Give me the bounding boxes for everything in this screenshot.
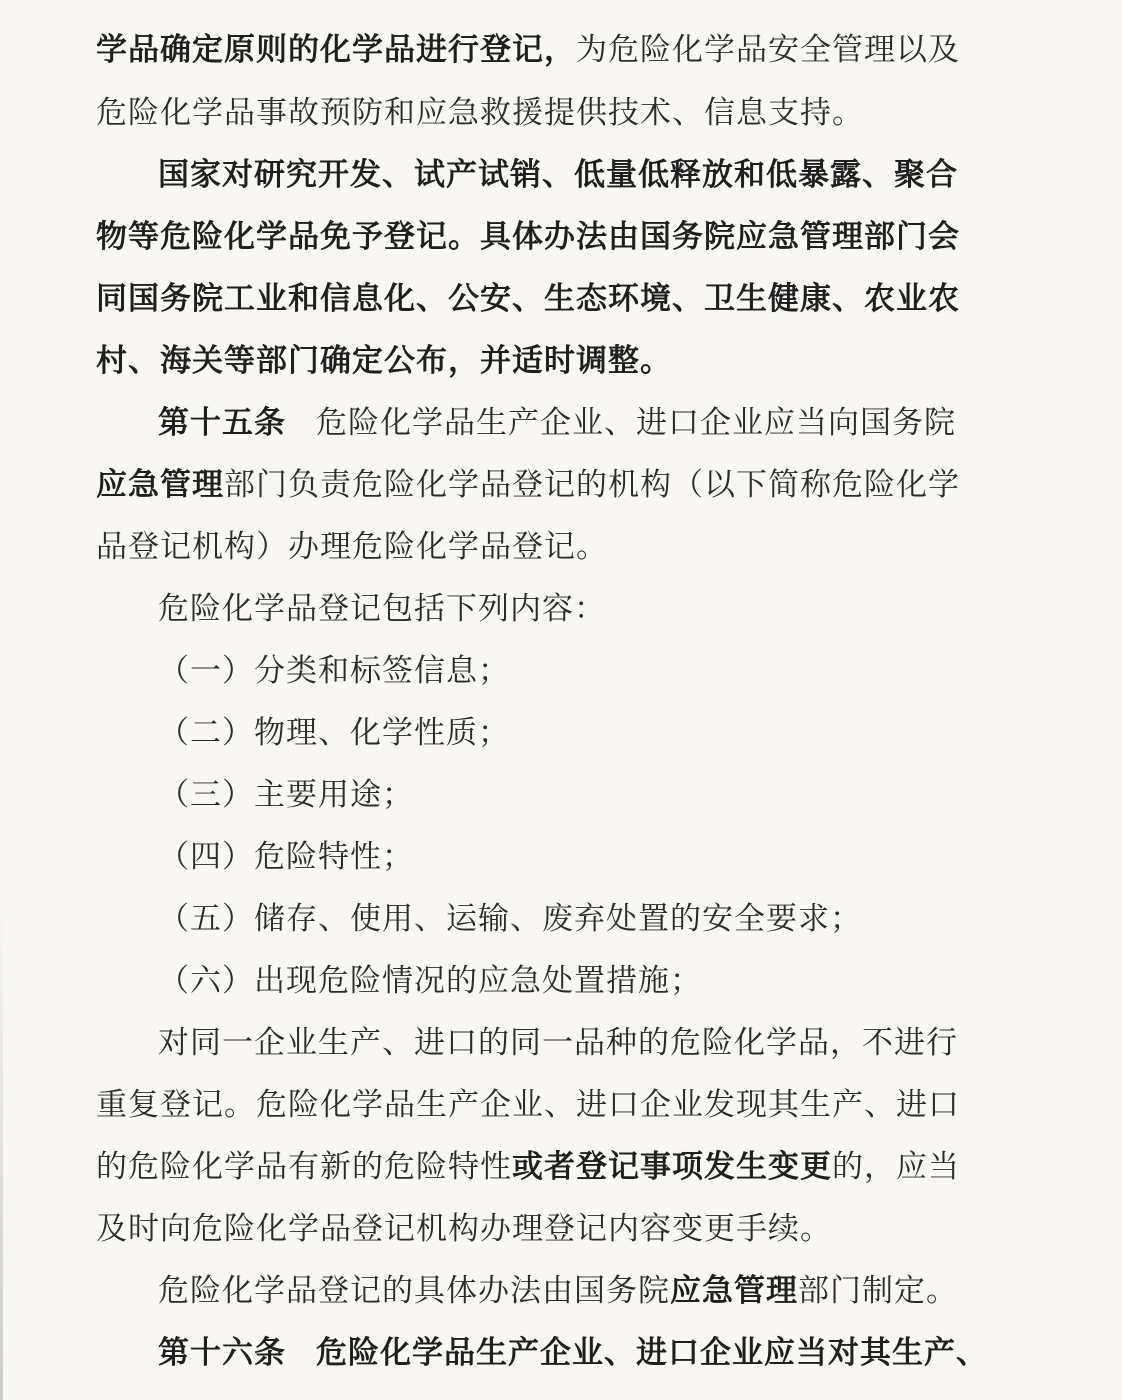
text-line bbox=[96, 89, 864, 137]
text-segment: 部门负责危险化学品登记的机构（以下简称危险化学 bbox=[224, 467, 960, 503]
text-line bbox=[158, 585, 606, 633]
text-segment: 对同一企业生产、进口的同一品种的危险化学品，不进行 bbox=[158, 1025, 958, 1061]
list-item-text: （五）储存、使用、运输、废弃处置的安全要求； bbox=[158, 901, 862, 937]
text-bold-segment: 应急管理 bbox=[96, 467, 224, 503]
text-bold-segment: 或者登记事项发生变更 bbox=[512, 1149, 832, 1185]
list-item bbox=[158, 957, 702, 1005]
text-bold-segment: 危险化学品生产企业、进口企业应当对其生产、 bbox=[316, 1335, 988, 1371]
text-line bbox=[96, 461, 960, 509]
article-heading-line bbox=[158, 399, 956, 447]
text-line bbox=[96, 1143, 960, 1191]
text-segment: 品登记机构）办理危险化学品登记。 bbox=[96, 529, 608, 565]
text-line bbox=[158, 151, 958, 199]
text-line bbox=[96, 523, 608, 571]
text-line bbox=[96, 26, 960, 74]
article-number: 第十六条 bbox=[158, 1335, 286, 1371]
text-bold-segment: 应急管理 bbox=[670, 1273, 798, 1309]
text-segment: 危险化学品登记包括下列内容： bbox=[158, 591, 606, 627]
text-segment: 重复登记。危险化学品生产企业、进口企业发现其生产、进口 bbox=[96, 1087, 960, 1123]
text-line bbox=[158, 1267, 958, 1315]
text-line bbox=[96, 275, 960, 323]
text-line bbox=[96, 1081, 960, 1129]
text-segment: 的危险化学品有新的危险特性 bbox=[96, 1149, 512, 1185]
text-segment: 及时向危险化学品登记机构办理登记内容变更手续。 bbox=[96, 1211, 832, 1247]
scan-edge-mark bbox=[0, 900, 3, 1400]
list-item bbox=[158, 771, 414, 819]
text-segment: 危险化学品事故预防和应急救援提供技术、信息支持。 bbox=[96, 95, 864, 131]
list-item bbox=[158, 833, 414, 881]
text-segment: 危险化学品生产企业、进口企业应当向国务院 bbox=[316, 405, 956, 441]
list-item-text: （三）主要用途； bbox=[158, 777, 414, 813]
article-number: 第十五条 bbox=[158, 405, 286, 441]
list-item-text: （二）物理、化学性质； bbox=[158, 715, 510, 751]
text-line bbox=[96, 337, 672, 385]
list-item bbox=[158, 647, 510, 695]
text-segment: 的，应当 bbox=[832, 1149, 960, 1185]
text-segment: 为危险化学品安全管理以及 bbox=[576, 32, 960, 68]
text-bold-segment: 学品确定原则的化学品进行登记， bbox=[96, 32, 576, 68]
text-bold-segment: 村、海关等部门确定公布，并适时调整。 bbox=[96, 343, 672, 379]
list-item-text: （六）出现危险情况的应急处置措施； bbox=[158, 963, 702, 999]
list-item bbox=[158, 895, 862, 943]
text-bold-segment: 同国务院工业和信息化、公安、生态环境、卫生健康、农业农 bbox=[96, 281, 960, 317]
text-bold-segment: 物等危险化学品免予登记。具体办法由国务院应急管理部门会 bbox=[96, 219, 960, 255]
text-bold-segment: 国家对研究开发、试产试销、低量低释放和低暴露、聚合 bbox=[158, 157, 958, 193]
text-segment: 危险化学品登记的具体办法由国务院 bbox=[158, 1273, 670, 1309]
text-line bbox=[158, 1019, 958, 1067]
text-line bbox=[96, 213, 960, 261]
text-line bbox=[96, 1205, 832, 1253]
list-item bbox=[158, 709, 510, 757]
text-segment: 部门制定。 bbox=[798, 1273, 958, 1309]
list-item-text: （一）分类和标签信息； bbox=[158, 653, 510, 689]
list-item-text: （四）危险特性； bbox=[158, 839, 414, 875]
article-heading-line bbox=[158, 1329, 988, 1377]
